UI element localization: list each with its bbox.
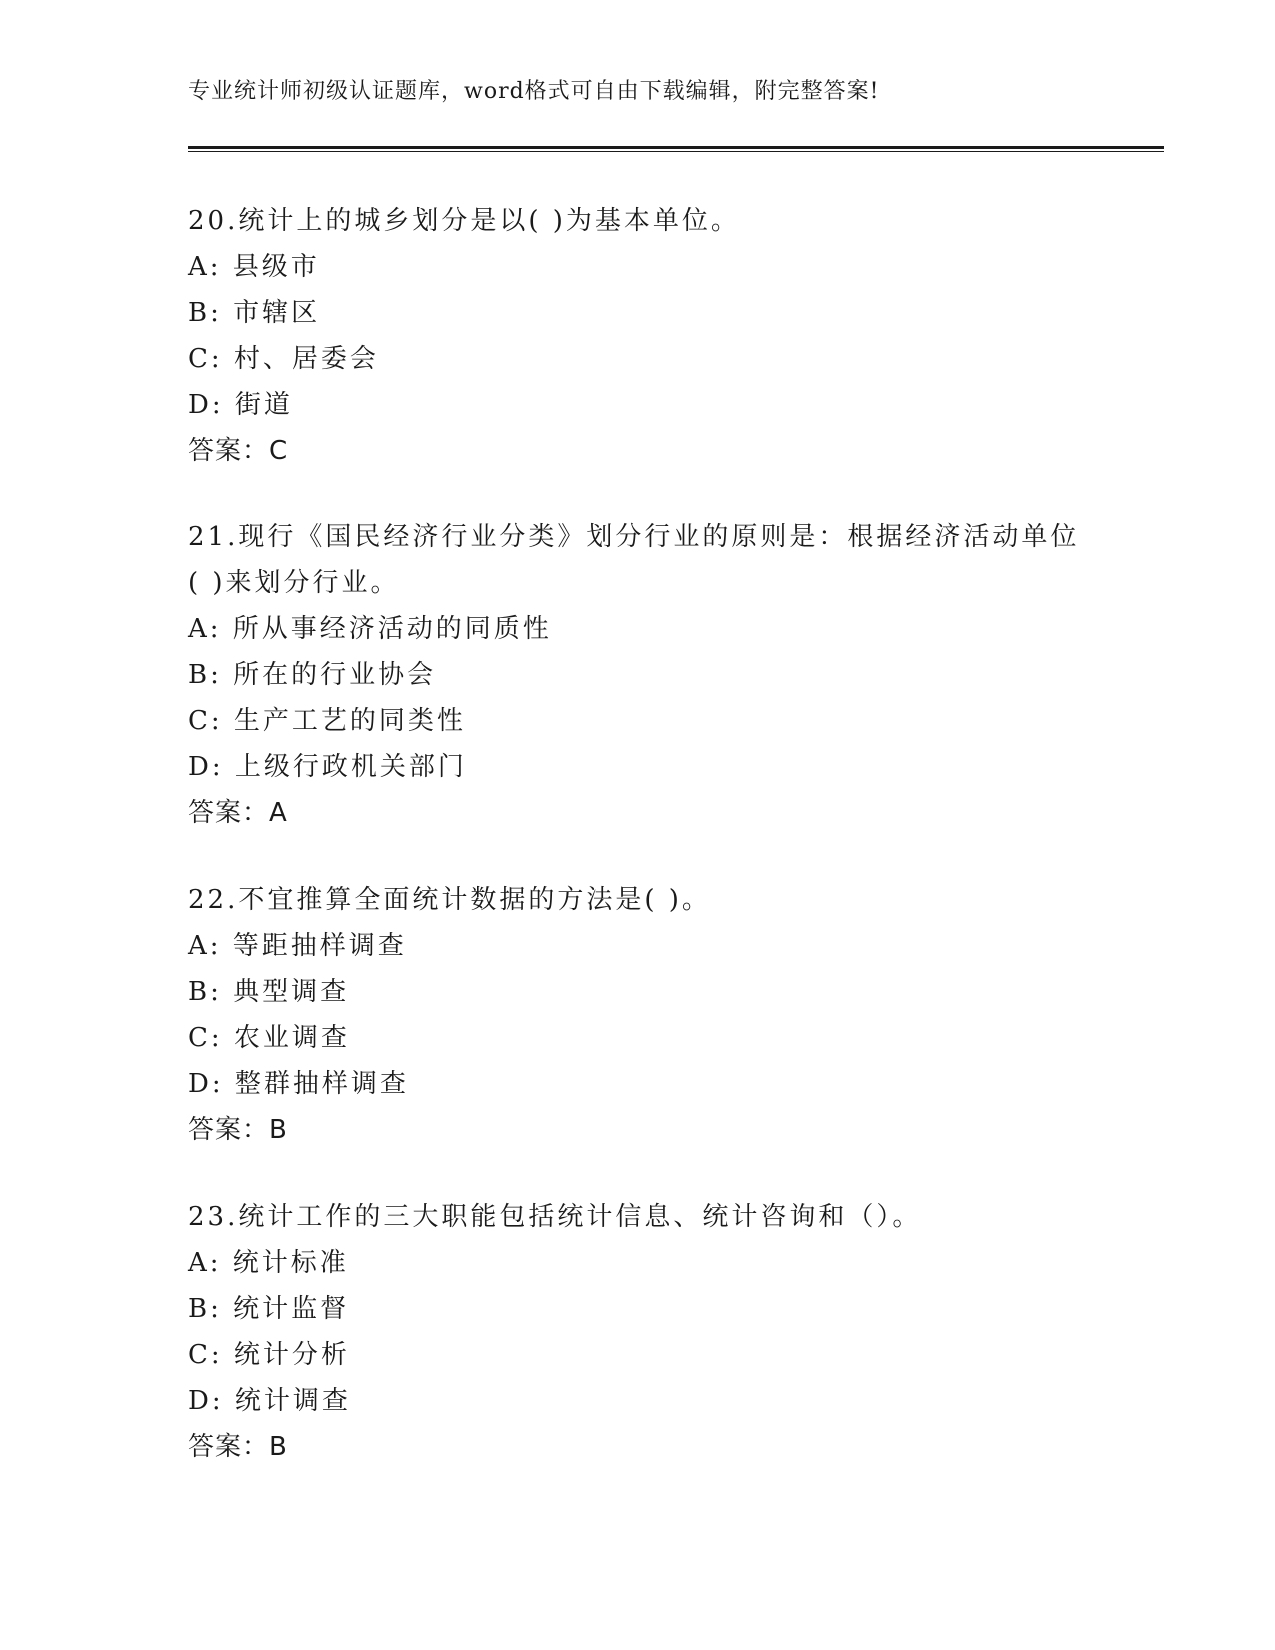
option-a: A: 统计标准 [188, 1248, 349, 1278]
option-c: C: 生产工艺的同类性 [188, 706, 466, 736]
option-c: C: 农业调查 [188, 1023, 350, 1053]
option-a: A: 县级市 [188, 252, 320, 282]
option-b: B: 市辖区 [188, 298, 321, 328]
question-21 [188, 514, 1128, 836]
question-stem: 20.统计上的城乡划分是以( )为基本单位。 [188, 206, 740, 236]
question-stem: 22.不宜推算全面统计数据的方法是( )。 [188, 885, 711, 915]
option-a: A: 等距抽样调查 [188, 931, 407, 961]
question-23 [188, 1194, 1128, 1470]
question-20 [188, 198, 1128, 474]
option-b: B: 统计监督 [188, 1294, 350, 1324]
option-d: D: 上级行政机关部门 [188, 752, 467, 782]
header-rule-thick [188, 146, 1164, 149]
question-22 [188, 877, 1128, 1153]
header-rule-thin [188, 151, 1164, 152]
option-a: A: 所从事经济活动的同质性 [188, 614, 552, 644]
question-stem: 23.统计工作的三大职能包括统计信息、统计咨询和（）。 [188, 1202, 922, 1232]
option-b: B: 所在的行业协会 [188, 660, 437, 690]
option-d: D: 街道 [188, 390, 293, 420]
option-c: C: 统计分析 [188, 1340, 350, 1370]
question-stem-continued: ( )来划分行业。 [188, 568, 400, 598]
question-stem: 21.现行《国民经济行业分类》划分行业的原则是：根据经济活动单位 [188, 522, 1080, 552]
option-d: D: 整群抽样调查 [188, 1069, 409, 1099]
option-b: B: 典型调查 [188, 977, 350, 1007]
answer: 答案：B [188, 1115, 288, 1145]
option-d: D: 统计调查 [188, 1386, 351, 1416]
page-header: 专业统计师初级认证题库，word格式可自由下载编辑，附完整答案! [188, 79, 880, 104]
option-c: C: 村、居委会 [188, 344, 379, 374]
answer: 答案：A [188, 798, 288, 828]
answer: 答案：C [188, 436, 289, 466]
answer: 答案：B [188, 1432, 288, 1462]
